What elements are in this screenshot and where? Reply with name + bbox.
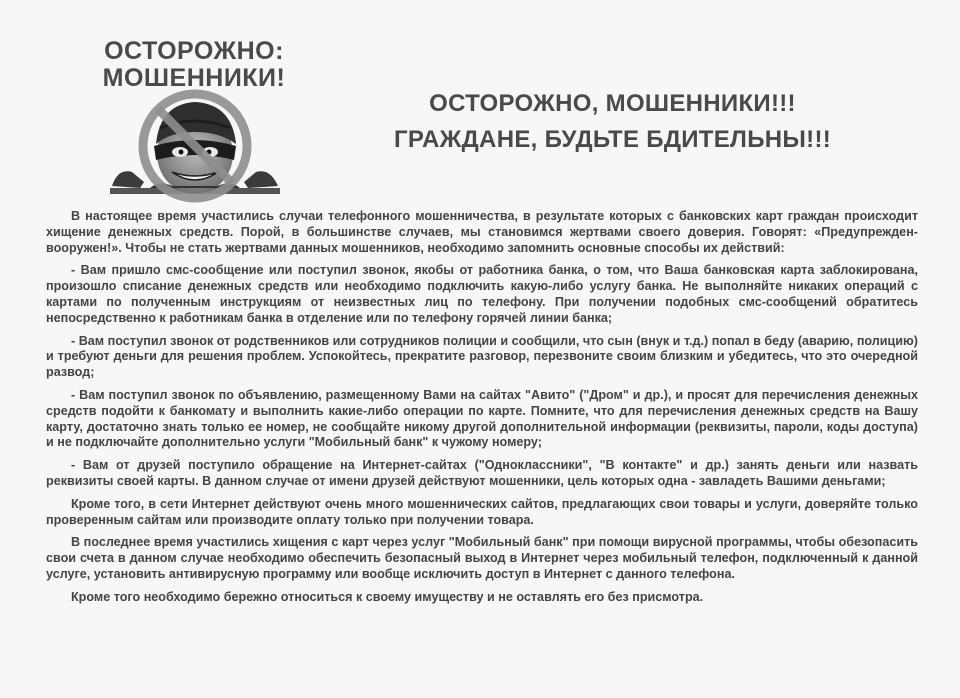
paragraph-sms-call: - Вам пришло смс-сообщение или поступил звонок, якобы от работника банка, о том, что Ваша банковская карта заблокирована, произошло списание денежных средств или необходимо подключить какую-либо услугу банка. Не выполняйте никаких операций с картами по полученным инструкциям от неизвестных лиц по телефону. При получении подобных смс-сообщений обратитесь непосредственно к работникам банка в отделение или по телефону горячей линии банка; <box>46 263 918 325</box>
paragraph-mobile-bank: В последнее время участились хищения с карт через услуг "Мобильный банк" при помощи вирусной программы, чтобы обезопасить свои счета в данном случае необходимо обеспечить безопасный выход в Интернет через мобильный телефон, подключенный к данной услуге, установить антивирусную программу или вообще исключить доступ в Интернет с данного телефона. <box>46 535 918 581</box>
poster-title: ОСТОРОЖНО, МОШЕННИКИ!!! <box>429 90 796 117</box>
paragraph-property: Кроме того необходимо бережно относиться к своему имуществу и не оставлять его без присмотра. <box>71 589 704 604</box>
poster-body <box>46 209 918 613</box>
logo-caption <box>84 38 304 92</box>
logo-caption-line2: МОШЕННИКИ! <box>102 64 286 92</box>
paragraph-fraud-sites: Кроме того, в сети Интернет действуют очень много мошеннических сайтов, предлагающих свои товары и услуги, доверяйте только проверенным сайтам или производите оплату только при получении товара. <box>46 496 918 527</box>
paragraph-ad-call: - Вам поступил звонок по объявлению, размещенному Вами на сайтах "Авито" ("Дром" и др.), и просят для перечисления денежных средств подойти к банкомату и выполнить какие-либо операции по карте. Помните, что для перечисления денежных средств на Вашу карту, достаточно знать только ее номер, не сообщайте никому другой дополнительной информации (реквизиты, пароли, коды доступа) и не подключайте дополнительно услуги "Мобильный банк" к чужому номеру; <box>46 387 918 450</box>
logo-caption-line1: ОСТОРОЖНО: <box>104 37 284 65</box>
poster-subtitle: ГРАЖДАНЕ, БУДЬТЕ БДИТЕЛЬНЫ!!! <box>393 126 832 153</box>
paragraph-intro: В настоящее время участились случаи телефонного мошенничества, в результате которых с банковских карт граждан происходит хищение денежных средств. Порой, в большинстве случаев, мы становимся жертвами своего доверия. Говорят: «Предупрежден-вооружен!». Чтобы не стать жертвами данных мошенников, необходимо запомнить основные способы их действий: <box>46 209 918 255</box>
poster-headings <box>340 86 885 158</box>
paragraph-friends-request: - Вам от друзей поступило обращение на Интернет-сайтах ("Одноклассники", "В контакте" и др.) занять деньги или назвать реквизиты своей карты. В данном случае от имени друзей действуют мошенники, цель которых одна - завладеть Вашими деньгами; <box>46 458 918 488</box>
paragraph-relatives-call: - Вам поступил звонок от родственников или сотрудников полиции и сообщили, что сын (внук и т.д.) попал в беду (аварию, полицию) и требуют деньги для решения проблем. Успокойтесь, прекратите разговор, перезвоните своим близким и убедитесь, что это очередной развод; <box>46 333 918 380</box>
masked-thief-prohibition-icon <box>110 88 280 203</box>
